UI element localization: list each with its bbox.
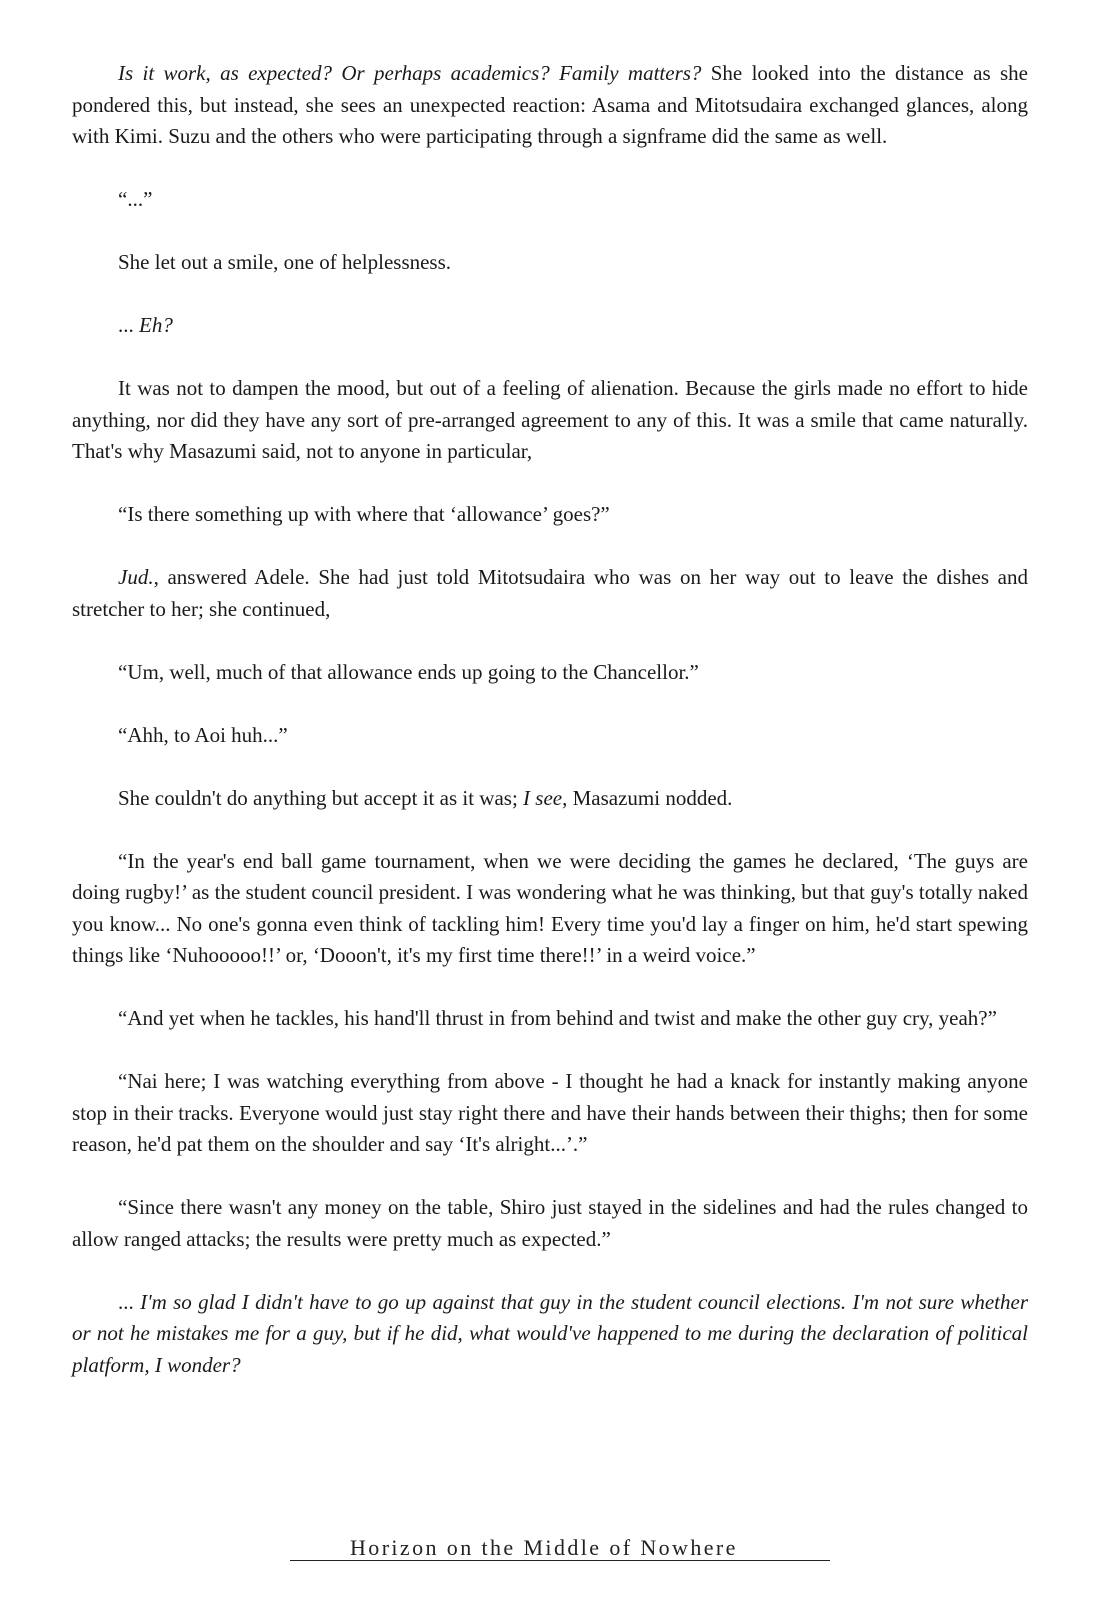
paragraph xyxy=(72,657,1028,689)
text-run: “Ahh, to Aoi huh...” xyxy=(118,722,288,747)
text-run: , Masazumi nodded. xyxy=(562,785,733,810)
text-run: ... xyxy=(118,313,139,337)
paragraph xyxy=(72,184,1028,216)
text-run: “Um, well, much of that allowance ends up going to the Chancellor.” xyxy=(118,659,699,684)
text-run: , answered Adele. She had just told Mitotsudaira who was on her way out to leave the dishes and stretcher to her; she continued, xyxy=(72,565,1028,621)
paragraph xyxy=(72,1192,1028,1255)
paragraph xyxy=(72,720,1028,752)
text-run: She looked into the distance as she pondered this, but instead, she sees an unexpected reaction: Asama and Mitotsudaira exchanged glances, along with Kimi. Suzu and the others who were participating through a signframe did the same as well. xyxy=(72,61,1029,148)
italic-text: Eh? xyxy=(139,313,173,337)
paragraph xyxy=(72,1003,1028,1035)
italic-text: I see xyxy=(523,785,563,810)
text-run: She couldn't do anything but accept it as it was; xyxy=(118,785,524,810)
paragraph xyxy=(72,58,1028,153)
italic-text: Jud. xyxy=(118,565,154,589)
paragraph xyxy=(72,846,1028,972)
paragraph xyxy=(72,562,1028,625)
text-run: “...” xyxy=(118,187,153,211)
paragraph xyxy=(72,310,1028,342)
paragraph xyxy=(72,373,1028,468)
italic-text: I'm so glad I didn't have to go up against that guy in the student council elections. I'm not sure whether or not he mistakes me for a guy, but if he did, what would've happened to me during the declaration of political platform, I wonder? xyxy=(72,1289,1029,1377)
text-run: She let out a smile, one of helplessness. xyxy=(118,250,452,274)
paragraph xyxy=(72,1066,1028,1161)
paragraph xyxy=(72,783,1028,815)
footer-book-title: Horizon on the Middle of Nowhere xyxy=(350,1535,738,1560)
running-footer xyxy=(290,1530,830,1570)
text-run: “And yet when he tackles, his hand'll thrust in from behind and twist and make the other guy cry, yeah?” xyxy=(118,1006,997,1030)
paragraph xyxy=(72,247,1028,279)
page-body xyxy=(72,58,1028,1381)
text-run: “In the year's end ball game tournament, when we were deciding the games he declared, ‘The guys are doing rugby!’ as the student council president. I was wondering what he was thinking, but that guy's totally naked you know... No one's gonna even think of tackling him! Every time you'd lay a finger on him, he'd start spewing things like ‘Nuhooooo!!’ or, ‘Dooon't, it's my first time there!!’ in a weird voice.” xyxy=(72,848,1028,967)
text-run: It was not to dampen the mood, but out of a feeling of alienation. Because the girls made no effort to hide anything, nor did they have any sort of pre-arranged agreement to any of this. It was a smile that came naturally. That's why Masazumi said, not to anyone in particular, xyxy=(72,376,1028,463)
text-run: “Is there something up with where that ‘allowance’ goes?” xyxy=(118,502,610,526)
paragraph xyxy=(72,499,1028,531)
italic-text: Is it work, as expected? Or perhaps academics? Family matters? xyxy=(118,61,702,85)
text-run: “Nai here; I was watching everything from above - I thought he had a knack for instantly making anyone stop in their tracks. Everyone would just stay right there and have their hands between their thighs; then for some reason, he'd pat them on the shoulder and say ‘It's alright...’.” xyxy=(72,1069,1028,1156)
text-run: “Since there wasn't any money on the table, Shiro just stayed in the sidelines and had the rules changed to allow ranged attacks; the results were pretty much as expected.” xyxy=(72,1195,1028,1251)
paragraph xyxy=(72,1287,1028,1382)
text-run: ... xyxy=(118,1289,141,1314)
